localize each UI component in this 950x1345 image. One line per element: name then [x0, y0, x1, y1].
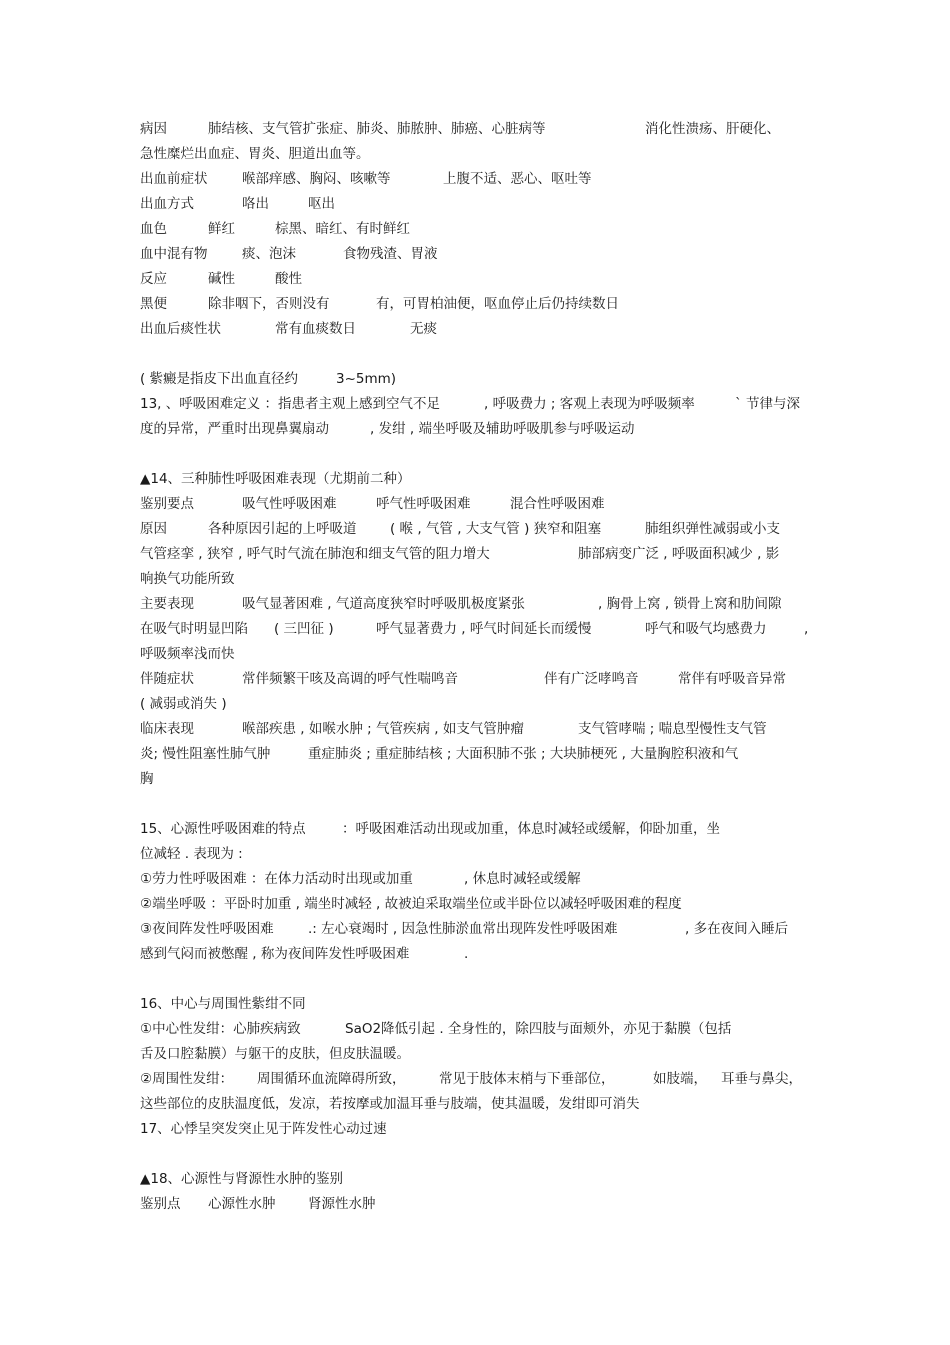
- text-line-32-seg-0: ①中心性发绀：心肺疾病致: [140, 1021, 301, 1037]
- text-line-38-seg-0: 鉴别点: [140, 1196, 181, 1212]
- text-line-6-seg-1: 碱性: [208, 271, 235, 287]
- text-line-13-seg-1: 吸气性呼吸困难: [242, 496, 337, 512]
- text-line-27-seg-0: ①劳力性呼吸困难 ：在体力活动时出现或加重: [140, 871, 413, 887]
- text-line-2-seg-2: 上腹不适、恶心、呕吐等: [443, 171, 592, 187]
- text-line-29-seg-1: .: 左心衰竭时 , 因急性肺淤血常出现阵发性呼吸困难: [308, 921, 618, 937]
- text-line-0-seg-0: 病因: [140, 121, 167, 137]
- text-line-14-seg-1: 各种原因引起的上呼吸道: [208, 521, 357, 537]
- text-line-29-seg-2: , 多在夜间入睡后: [685, 921, 789, 937]
- text-line-13-seg-3: 混合性呼吸困难: [510, 496, 605, 512]
- text-line-5-seg-1: 痰、泡沫: [242, 246, 296, 262]
- text-line-2-seg-1: 喉部痒感、胸闷、咳嗽等: [242, 171, 391, 187]
- text-line-19-seg-0: 呼吸频率浅而快: [140, 646, 235, 662]
- text-line-14-seg-2: ( 喉 , 气管 , 大支气管 ) 狭窄和阻塞: [390, 521, 602, 537]
- text-line-3-seg-0: 出血方式: [140, 196, 194, 212]
- text-line-8-seg-1: 常有血痰数日: [275, 321, 356, 337]
- text-line-6-seg-0: 反应: [140, 271, 167, 287]
- text-line-7-seg-2: 有，可胃柏油便，呕血停止后仍持续数日: [376, 296, 619, 312]
- text-line-17-seg-1: 吸气显著困难 , 气道高度狭窄时呼吸肌极度紧张: [242, 596, 525, 612]
- text-line-31-seg-0: 16、中心与周围性紫绀不同: [140, 996, 306, 1012]
- text-line-23-seg-1: 重症肺炎 ; 重症肺结核 ; 大面积肺不张 ; 大块肺梗死 , 大量胸腔积液和气: [308, 746, 739, 762]
- text-line-25-seg-0: 15、心源性呼吸困难的特点: [140, 821, 306, 837]
- text-line-22-seg-2: 支气管哮喘 ; 喘息型慢性支气管: [578, 721, 767, 737]
- text-line-20-seg-3: 常伴有呼吸音异常: [678, 671, 786, 687]
- text-line-7-seg-1: 除非咽下，否则没有: [208, 296, 330, 312]
- text-line-35-seg-0: 这些部位的皮肤温度低，发凉，若按摩或加温耳垂与肢端，使其温暖，发绀即可消失: [140, 1096, 640, 1112]
- text-line-5-seg-0: 血中混有物: [140, 246, 208, 262]
- text-line-22-seg-1: 喉部疾患 , 如喉水肿 ; 气管疾病 , 如支气管肿瘤: [242, 721, 524, 737]
- text-line-30-seg-1: .: [464, 946, 469, 962]
- text-line-33-seg-0: 舌及口腔黏膜）与躯干的皮肤，但皮肤温暖。: [140, 1046, 410, 1062]
- text-line-34-seg-2: 常见于肢体末梢与下垂部位，: [439, 1071, 615, 1087]
- text-line-8-seg-0: 出血后痰性状: [140, 321, 221, 337]
- text-line-20-seg-1: 常伴频繁干咳及高调的呼气性喘鸣音: [242, 671, 458, 687]
- text-line-13-seg-2: 呼气性呼吸困难: [376, 496, 471, 512]
- text-line-4-seg-1: 鲜红: [208, 221, 235, 237]
- text-line-9-seg-1: 3~5mm): [336, 371, 397, 387]
- text-line-34-seg-0: ②周围性发绀：: [140, 1071, 234, 1087]
- text-line-16-seg-0: 响换气功能所致: [140, 571, 235, 587]
- text-line-3-seg-1: 咯出: [242, 196, 269, 212]
- text-line-11-seg-1: , 发绀 , 端坐呼吸及辅助呼吸肌参与呼吸运动: [370, 421, 635, 437]
- text-line-24-seg-0: 胸: [140, 771, 154, 787]
- text-line-14-seg-0: 原因: [140, 521, 167, 537]
- text-line-30-seg-0: 感到气闷而被憋醒 , 称为夜间阵发性呼吸困难: [140, 946, 410, 962]
- text-line-18-seg-1: ( 三凹征 ): [274, 621, 334, 637]
- text-line-0-seg-2: 消化性溃疡、肝硬化、: [645, 121, 780, 137]
- text-line-23-seg-0: 炎; 慢性阻塞性肺气肿: [140, 746, 271, 762]
- text-line-7-seg-0: 黑便: [140, 296, 167, 312]
- text-line-26-seg-0: 位减轻 . 表现为 :: [140, 846, 243, 862]
- text-line-18-seg-3: 呼气和吸气均感费力: [645, 621, 767, 637]
- text-line-27-seg-1: , 休息时减轻或缓解: [464, 871, 581, 887]
- text-line-1-seg-0: 急性糜烂出血症、胃炎、胆道出血等。: [140, 146, 370, 162]
- text-line-10-seg-0: 13, 、呼吸困难定义 ：指患者主观上感到空气不足: [140, 396, 441, 412]
- text-line-22-seg-0: 临床表现: [140, 721, 194, 737]
- text-line-2-seg-0: 出血前症状: [140, 171, 208, 187]
- text-line-3-seg-2: 呕出: [308, 196, 335, 212]
- text-line-18-seg-4: ,: [804, 621, 809, 637]
- text-line-36-seg-0: 17、心悸呈突发突止见于阵发性心动过速: [140, 1121, 387, 1137]
- text-line-34-seg-4: 耳垂与鼻尖，: [721, 1071, 802, 1087]
- text-line-11-seg-0: 度的异常，严重时出现鼻翼扇动: [140, 421, 329, 437]
- text-line-18-seg-2: 呼气显著费力 , 呼气时间延长而缓慢: [376, 621, 592, 637]
- text-line-34-seg-1: 周围循环血流障碍所致，: [257, 1071, 406, 1087]
- text-line-5-seg-2: 食物残渣、胃液: [343, 246, 438, 262]
- text-line-37-seg-0: ▲18、心源性与肾源性水肿的鉴别: [140, 1171, 344, 1187]
- text-line-12-seg-0: ▲14、三种肺性呼吸困难表现（尤期前二种）: [140, 471, 411, 487]
- text-line-10-seg-1: , 呼吸费力 ; 客观上表现为呼吸频率: [484, 396, 695, 412]
- text-line-13-seg-0: 鉴别要点: [140, 496, 194, 512]
- text-line-15-seg-0: 气管痉挛 , 狭窄 , 呼气时气流在肺泡和细支气管的阻力增大: [140, 546, 490, 562]
- text-line-10-seg-2: ` 节律与深: [735, 396, 801, 412]
- text-line-21-seg-0: ( 减弱或消失 ): [140, 696, 227, 712]
- text-line-38-seg-1: 心源性水肿: [208, 1196, 276, 1212]
- text-line-8-seg-2: 无痰: [410, 321, 437, 337]
- text-line-9-seg-0: ( 紫癜是指皮下出血直径约: [140, 371, 299, 387]
- text-line-6-seg-2: 酸性: [275, 271, 302, 287]
- text-line-4-seg-2: 棕黑、暗红、有时鲜红: [275, 221, 410, 237]
- text-line-25-seg-1: ：呼吸困难活动出现或加重，体息时减轻或缓解，仰卧加重，坐: [342, 821, 720, 837]
- text-line-38-seg-2: 肾源性水肿: [308, 1196, 376, 1212]
- text-line-29-seg-0: ③夜间阵发性呼吸困难: [140, 921, 274, 937]
- text-line-34-seg-3: 如肢端，: [653, 1071, 707, 1087]
- text-line-18-seg-0: 在吸气时明显凹陷: [140, 621, 248, 637]
- text-line-32-seg-1: SaO2降低引起 . 全身性的，除四肢与面颊外，亦见于黏膜（包括: [345, 1021, 732, 1037]
- text-line-28-seg-0: ②端坐呼吸 ：平卧时加重 , 端坐时减轻 , 故被迫采取端坐位或半卧位以减轻呼吸困难的程度: [140, 896, 682, 912]
- text-line-4-seg-0: 血色: [140, 221, 167, 237]
- text-line-20-seg-0: 伴随症状: [140, 671, 194, 687]
- text-line-0-seg-1: 肺结核、支气管扩张症、肺炎、肺脓肿、肺癌、心脏病等: [208, 121, 546, 137]
- text-line-17-seg-2: , 胸骨上窝 , 锁骨上窝和肋间隙: [598, 596, 782, 612]
- text-line-17-seg-0: 主要表现: [140, 596, 194, 612]
- text-line-14-seg-3: 肺组织弹性减弱或小支: [645, 521, 780, 537]
- text-line-15-seg-1: 肺部病变广泛 , 呼吸面积减少 , 影: [578, 546, 780, 562]
- text-line-20-seg-2: 伴有广泛哮鸣音: [544, 671, 639, 687]
